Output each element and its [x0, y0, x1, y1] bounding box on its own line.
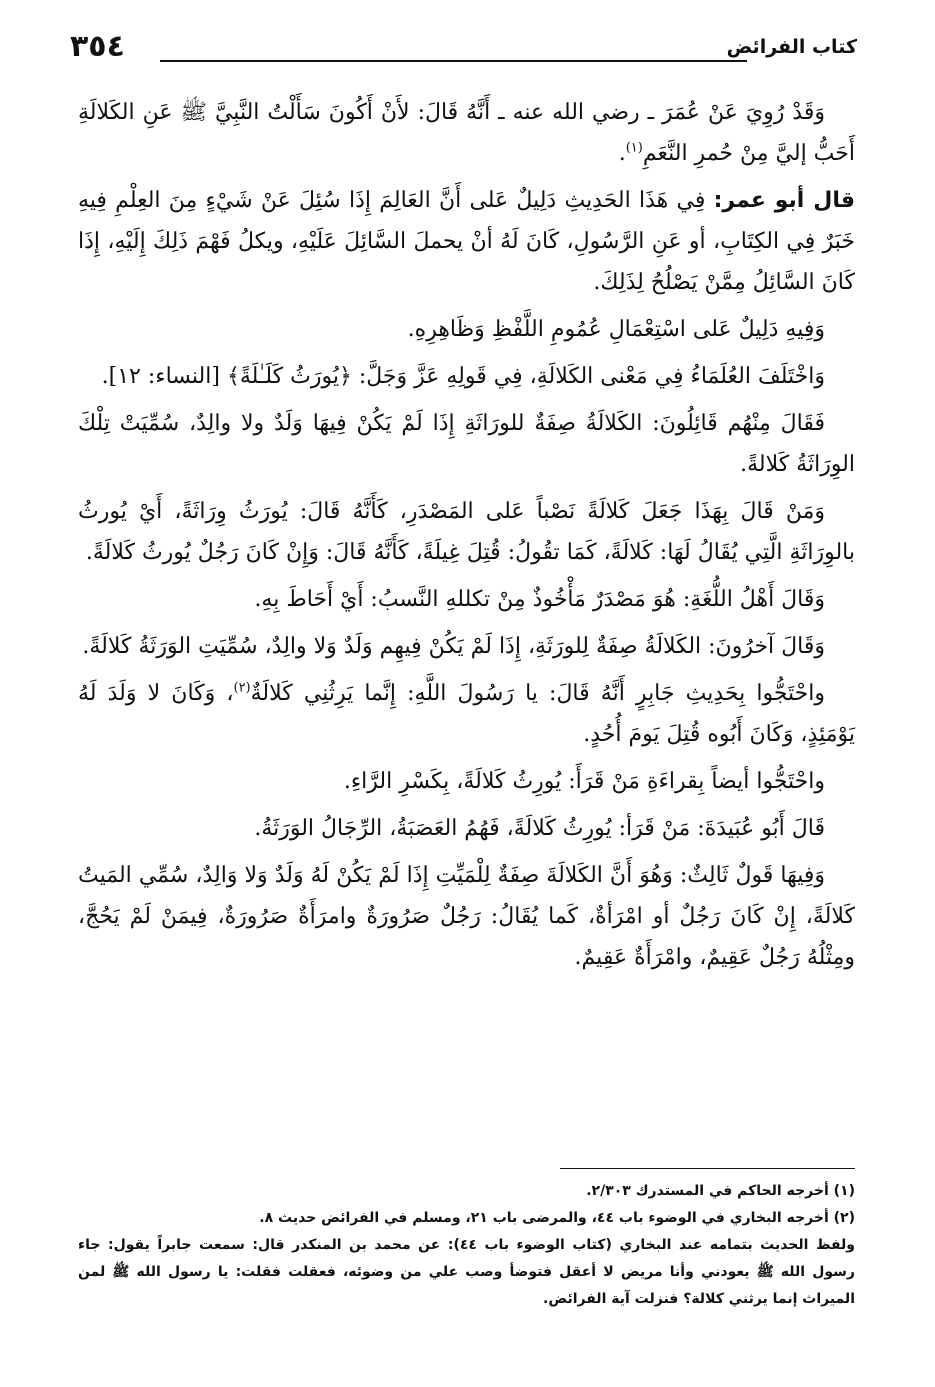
paragraph-10 [78, 761, 855, 802]
paragraph-6 [78, 491, 855, 573]
paragraph-5 [78, 403, 855, 485]
paragraph-2 [78, 180, 855, 303]
footnote-1 [78, 1178, 855, 1205]
footnote-text: ولفظ الحديث بتمامه عند البخاري (كتاب الوضوء باب ٤٤): عن محمد بن المنكدر قال: سمعت جابراً يقول: جاء رسول الله ﷺ يعودني وأنا مريض لا أعقل فتوضأ وصب علي من وضوئه، فعقلت فقلت: يا رسول الله ﷺ لمن الميراث إنما يرثني كلالة؟ فنزلت آية الفرائض. [78, 1237, 855, 1307]
paragraph-text: واحْتَجُّوا بِحَدِيثِ جَابِرٍ أَنَّهُ قَالَ: يا رَسُولَ اللَّهِ: إِنَّما يَرِثُنِي كَلالَةٌ [250, 681, 825, 706]
footnote-ref-1[interactable]: (١) [625, 140, 643, 156]
paragraph-text: وَقَالَ آخرُونَ: الكَلالَةُ صِفَةٌ لِلورَثَةِ، إِذَا لَمْ يَكُنْ فِيهِم وَلَدٌ وَلا والِدٌ، سُمِّيَتِ الوَرَثَةُ كَلالَةً. [82, 634, 825, 659]
footnote-2 [78, 1205, 855, 1232]
paragraph-text: وَمَنْ قَالَ بِهَذَا جَعَلَ كَلالَةً نَصْباً عَلى المَصْدَرِ، كَأَنَّهُ قَالَ: يُورَثُ وِرَاثَةً، أَيْ يُورثُ بالوِرَاثَةِ الَّتِي يُقَالُ لَهَا: كَلالَةً، كَمَا تقُولُ: قُتِلَ غِيلَةً، كَأَنَّهُ قَالَ: وَإِنْ كَانَ رَجُلٌ يُورثُ كَلالَةً. [78, 499, 855, 565]
paragraph-text: وَفِيهَا قَولٌ ثَالِثٌ: وَهُوَ أَنَّ الكَلالَةَ صِفَةٌ لِلْمَيِّتِ إِذَا لَمْ يَكُنْ لَهُ وَلَدٌ وَلا وَالِدٌ، سُمِّي المَيتُ كَلالَةً، إِنْ كَانَ رَجُلٌ أو امْرَأةٌ، كَما يُقَالُ: رَجُلٌ صَرُورَةٌ وامرَأَةٌ صَرُورَةٌ، فِيمَنْ لَمْ يَحُجَّ، ومِثْلُهُ رَجُلٌ عَقِيمٌ، وامْرَأَةٌ عَقِيمٌ. [78, 863, 855, 970]
paragraph-text: وَقَدْ رُوِيَ عَنْ عُمَرَ ـ رضي الله عنه ـ أَنَّهُ قَالَ: لأَنْ أَكُونَ سَأَلْتُ النَّبِيَّ ﷺ عَنِ الكَلالَةِ أَحَبُّ إليَّ مِنْ حُمرِ النَّعَمِ [78, 100, 855, 166]
paragraph-text: وَفِيهِ دَلِيلٌ عَلى اسْتِعْمَالِ عُمُومِ اللَّفْظِ وَظَاهِرِهِ. [407, 317, 825, 342]
paragraph-1 [78, 92, 855, 174]
footnote-rule [560, 1168, 855, 1169]
footnote-ref-2[interactable]: (٢) [233, 680, 251, 696]
footnote-2-continued [78, 1232, 855, 1313]
paragraph-text: وَقَالَ أَهْلُ اللُّغَةِ: هُوَ مَصْدَرٌ مَأْخُوذٌ مِنْ تكللهِ النَّسبُ: أَيْ أَحَاطَ بِهِ. [254, 587, 825, 612]
paragraph-9 [78, 673, 855, 755]
footnote-mark: (١) [833, 1183, 855, 1199]
paragraph-tail: ، وَكَانَ لا وَلَدَ لَهُ يَوْمَئِذٍ، وَكَانَ أَبُوه قُتِلَ يَومَ أُحُدٍ. [78, 681, 855, 747]
paragraph-7 [78, 579, 855, 620]
running-head [70, 30, 857, 70]
paragraph-text: فِي هَذَا الحَدِيثِ دَلِيلٌ عَلى أَنَّ العَالِمَ إِذَا سُئِلَ عَنْ شَيْءٍ مِنَ العِلْمِ فِيهِ خَبَرٌ فِي الكِتَابِ، أو عَنِ الرَّسُولِ، كَانَ لَهُ أنْ يحملَ السَّائِلَ عَلَيْهِ، ويكلُ فَهْمَ ذَلِكَ إِلَيْهِ، إِذَا كَانَ السَّائِلُ مِمَّنْ يَصْلُحُ لِذَلِكَ. [78, 188, 855, 295]
paragraph-8 [78, 626, 855, 667]
footnote-text: أخرجه البخاري في الوضوء باب ٤٤، والمرضى باب ٢١، ومسلم في الفرائض حديث ٨. [259, 1210, 829, 1226]
header-rule [160, 60, 747, 62]
page-number: ٣٥٤ [70, 29, 125, 64]
paragraph-text: قَالَ أَبُو عُبَيدَةَ: مَنْ قَرَأ: يُورِثُ كَلالَةً، فَهُمُ العَصَبَةُ، الرِّجَالُ الوَرَثَةُ. [254, 816, 825, 841]
footnote-mark: (٢) [833, 1210, 855, 1226]
paragraph-text: واحْتَجُّوا أيضاً بِقراءَةِ مَنْ قَرَأَ: يُورِثُ كَلالَةً، بِكَسْرِ الرَّاءِ. [343, 769, 825, 794]
paragraph-4 [78, 356, 855, 397]
paragraph-tail: . [618, 141, 626, 166]
paragraph-text: وَاخْتَلَفَ العُلَمَاءُ فِي مَعْنى الكَلالَةِ، فِي قَولِهِ عَزَّ وَجَلَّ: ﴿يُورَثُ كَلَـٰلَةً﴾ [النساء: ١٢]. [101, 364, 825, 389]
footnotes [78, 1178, 855, 1313]
speaker-lead: قال أبو عمر: [713, 188, 856, 213]
paragraph-3 [78, 309, 855, 350]
paragraph-12 [78, 855, 855, 978]
footnote-text: أخرجه الحاكم في المستدرك ٢/٣٠٣. [586, 1183, 829, 1199]
main-text [78, 92, 855, 984]
paragraph-11 [78, 808, 855, 849]
paragraph-text: فَقَالَ مِنْهُم قَائِلُونَ: الكَلالَةُ صِفَةٌ للورَاثَةِ إِذَا لَمْ يَكُنْ فِيهَا وَلَدٌ ولا والِدٌ، سُمِّيَتْ تِلْكَ الوِرَاثَةُ كَلالةً. [78, 411, 855, 477]
book-title: كتاب الفرائض [726, 36, 857, 58]
